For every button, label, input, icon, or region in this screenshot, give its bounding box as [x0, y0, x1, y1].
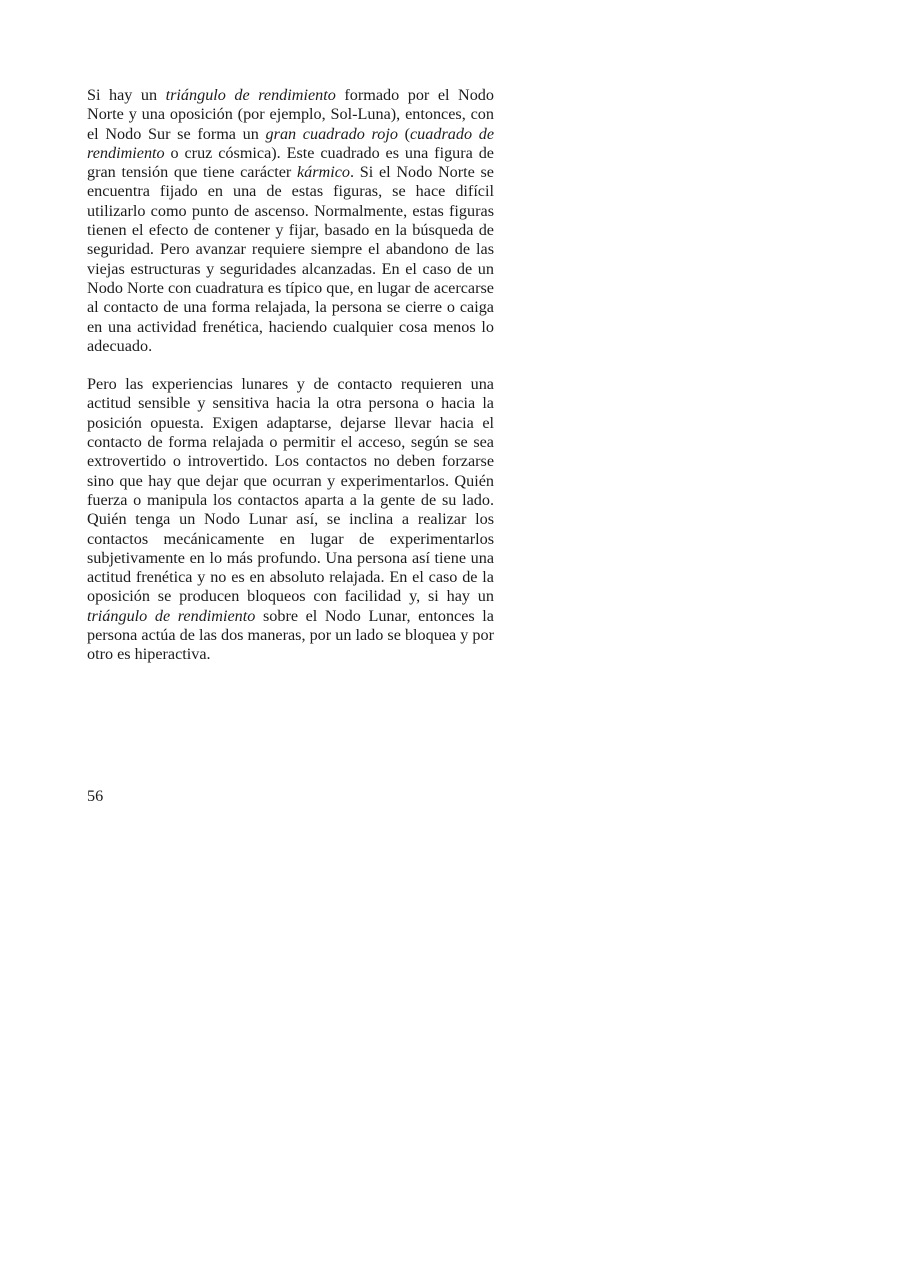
paragraph-1-italic-term: triángulo de rendimiento: [165, 86, 336, 104]
paragraph-1-segment: Si hay un: [87, 86, 166, 104]
paragraph-1: [87, 86, 494, 356]
page-number: 56: [87, 787, 104, 805]
paragraph-2-segment: Pero las experiencias lunares y de contacto requieren una actitud sensible y sensitiva hacia la otra persona o hacia la posición opuesta. Exigen adaptarse, dejarse llevar hacia el contacto de forma relajada o permitir el acceso, según se sea extrovertido o introvertido. Los contactos no deben forzarse sino que hay que dejar que ocurran y experimentarlos. Quién fuerza o manipula los contactos aparta a la gente de su lado. Quién tenga un Nodo Lunar así, se inclina a realizar los contactos mecánicamente en lugar de experimentarlos subjetivamente en lo más profundo. Una persona así tiene una actitud frenética y no es en absoluto relajada. En el caso de la oposición se producen bloqueos con facilidad y, si hay un: [87, 375, 494, 606]
paragraph-1-italic-term: cuadrado de rendimiento: [87, 124, 495, 162]
paragraph-2: [87, 375, 494, 664]
paragraph-2-italic-term: triángulo de rendimiento: [87, 606, 256, 625]
paragraph-2-segment: sobre el Nodo Lunar, entonces la persona actúa de las dos maneras, por un lado se bloquea y por otro es hiperactiva.: [87, 606, 494, 664]
paragraph-1-segment: (: [397, 124, 410, 143]
paragraph-1-italic-term: gran cuadrado rojo: [265, 124, 398, 143]
paragraph-1-segment: formado por el Nodo Norte y una oposición (por ejemplo, Sol-Luna), entonces, con el Nodo Sur se forma un: [87, 86, 494, 143]
paragraph-1-italic-term: kármico: [296, 163, 351, 182]
paragraph-1-segment: o cruz cósmica). Este cuadrado es una figura de gran tensión que tiene carácter: [87, 143, 494, 182]
paragraph-1-segment: . Si el Nodo Norte se encuentra fijado en una de estas figuras, se hace difícil utilizarlo como punto de ascenso. Normalmente, estas figuras tienen el efecto de contener y fijar, basado en la búsqueda de seguridad. Pero avanzar requiere siempre el abandono de las viejas estructuras y seguridades alcanzadas. En el caso de un Nodo Norte con cuadratura es típico que, en lugar de acercarse al contacto de una forma relajada, la persona se cierre o caiga en una actividad frenética, haciendo cualquier cosa menos lo adecuado.: [87, 163, 494, 355]
body-text: [87, 86, 494, 665]
